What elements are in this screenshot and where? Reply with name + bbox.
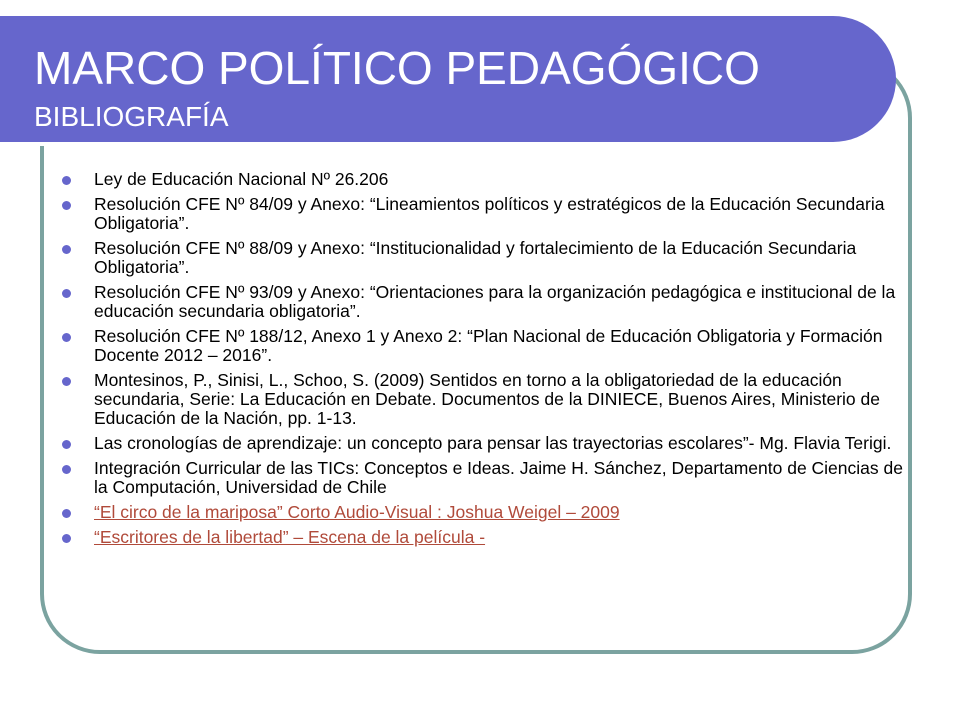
bibliography-list (62, 170, 912, 553)
bibliography-link-item (62, 503, 912, 522)
bibliography-item: Integración Curricular de las TICs: Conceptos e Ideas. Jaime H. Sánchez, Departamento de Ciencias de la Computación, Universidad de Chile (62, 459, 912, 497)
bibliography-item: Las cronologías de aprendizaje: un concepto para pensar las trayectorias escolares”- Mg. Flavia Terigi. (62, 434, 912, 453)
bibliography-item: Resolución CFE Nº 188/12, Anexo 1 y Anexo 2: “Plan Nacional de Educación Obligatoria y Formación Docente 2012 – 2016”. (62, 327, 912, 365)
video-link-circo-mariposa[interactable]: “El circo de la mariposa” Corto Audio-Visual : Joshua Weigel – 2009 (94, 502, 620, 522)
bibliography-link-item (62, 528, 912, 547)
slide-subtitle: BIBLIOGRAFÍA (34, 101, 229, 132)
slide-title: MARCO POLÍTICO PEDAGÓGICO (34, 42, 760, 94)
bibliography-item: Resolución CFE Nº 93/09 y Anexo: “Orientaciones para la organización pedagógica e institucional de la educación secundaria obligatoria”. (62, 283, 912, 321)
bibliography-item: Montesinos, P., Sinisi, L., Schoo, S. (2009) Sentidos en torno a la obligatoriedad de la educación secundaria, Serie: La Educación en Debate. Documentos de la DINIECE, Buenos Aires, Ministerio de Educación de la Nación, pp. 1-13. (62, 371, 912, 428)
title-banner (0, 16, 896, 142)
bibliography-item: Ley de Educación Nacional Nº 26.206 (62, 170, 912, 189)
bibliography-item: Resolución CFE Nº 84/09 y Anexo: “Lineamientos políticos y estratégicos de la Educación Secundaria Obligatoria”. (62, 195, 912, 233)
video-link-escritores-libertad[interactable]: “Escritores de la libertad” – Escena de la película - (94, 527, 486, 547)
title-divider (40, 142, 848, 146)
bibliography-item: Resolución CFE Nº 88/09 y Anexo: “Institucionalidad y fortalecimiento de la Educación Secundaria Obligatoria”. (62, 239, 912, 277)
